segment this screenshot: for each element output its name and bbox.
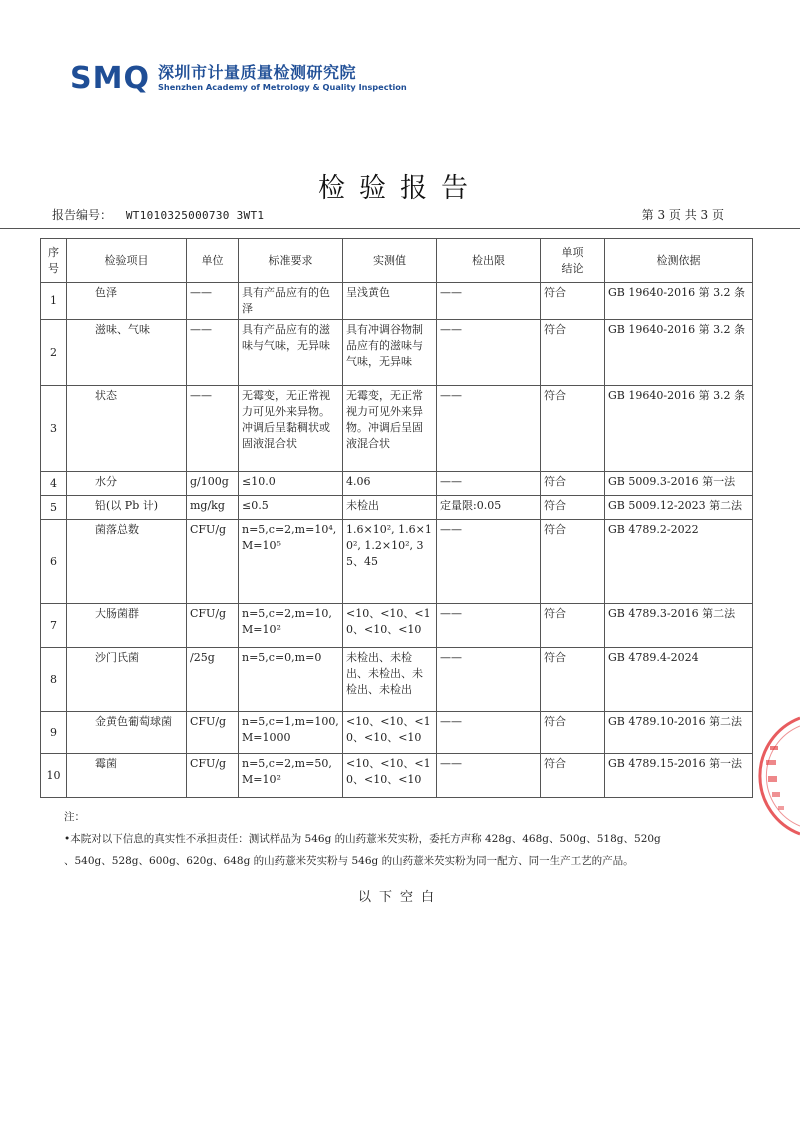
test-item: 霉菌 <box>67 754 187 798</box>
test-item: 状态 <box>67 386 187 472</box>
table-row <box>41 712 753 754</box>
test-method: GB 19640-2016 第 3.2 条 <box>605 283 753 320</box>
unit: CFU/g <box>187 754 239 798</box>
standard-requirement: 无霉变，无正常视力可见外来异物。冲调后呈黏稠状或固液混合状 <box>239 386 343 472</box>
unit: CFU/g <box>187 712 239 754</box>
row-number: 7 <box>41 604 67 648</box>
row-number: 2 <box>41 320 67 386</box>
notes-line-1: •本院对以下信息的真实性不承担责任：测试样品为 546g 的山药薏米芡实粉，委托方声称 428g、468g、500g、518g、520g <box>64 833 661 845</box>
detection-limit: 定量限:0.05 <box>437 496 541 520</box>
table-row <box>41 648 753 712</box>
row-number: 3 <box>41 386 67 472</box>
end-of-report: 以下空白 <box>357 890 442 905</box>
notes-line-2: 、540g、528g、600g、620g、648g 的山药薏米芡实粉与 546g 的山药薏米芡实粉为同一配方、同一生产工艺的产品。 <box>64 855 634 867</box>
standard-requirement: 具有产品应有的色泽 <box>239 283 343 320</box>
standard-requirement: ≤10.0 <box>239 472 343 496</box>
results-table <box>40 238 753 798</box>
standard-requirement: 具有产品应有的滋味与气味，无异味 <box>239 320 343 386</box>
detection-limit: —— <box>437 320 541 386</box>
col-header-lod: 检出限 <box>437 239 541 283</box>
col-header-conclusion: 单项 结论 <box>541 239 605 283</box>
measured-value: 未检出 <box>343 496 437 520</box>
test-item: 大肠菌群 <box>67 604 187 648</box>
measured-value: 具有冲调谷物制品应有的滋味与气味，无异味 <box>343 320 437 386</box>
standard-requirement: n=5,c=2,m=10⁴,M=10⁵ <box>239 520 343 604</box>
unit: CFU/g <box>187 520 239 604</box>
col-header-item: 检验项目 <box>67 239 187 283</box>
org-name-en: Shenzhen Academy of Metrology & Quality Inspection <box>157 82 407 92</box>
table-row <box>41 754 753 798</box>
test-item: 菌落总数 <box>67 520 187 604</box>
detection-limit: —— <box>437 648 541 712</box>
org-name-cn: 深圳市计量质量检测研究院 <box>157 63 356 82</box>
conclusion: 符合 <box>541 648 605 712</box>
conclusion: 符合 <box>541 712 605 754</box>
page-info: 第 3 页 共 3 页 <box>641 208 724 222</box>
table-row <box>41 283 753 320</box>
notes <box>64 806 764 872</box>
measured-value: 4.06 <box>343 472 437 496</box>
unit: g/100g <box>187 472 239 496</box>
conclusion: 符合 <box>541 386 605 472</box>
table-row <box>41 386 753 472</box>
logo-text <box>158 64 407 92</box>
test-method: GB 4789.2-2022 <box>605 520 753 604</box>
measured-value: <10、<10、<10、<10、<10 <box>343 604 437 648</box>
test-method: GB 19640-2016 第 3.2 条 <box>605 320 753 386</box>
col-header-basis: 检测依据 <box>605 239 753 283</box>
row-number: 10 <box>41 754 67 798</box>
table-row <box>41 320 753 386</box>
test-item: 金黄色葡萄球菌 <box>67 712 187 754</box>
test-method: GB 4789.4-2024 <box>605 648 753 712</box>
test-item: 水分 <box>67 472 187 496</box>
test-item: 滋味、气味 <box>67 320 187 386</box>
logo-mark <box>70 61 150 96</box>
row-number: 5 <box>41 496 67 520</box>
standard-requirement: n=5,c=2,m=10,M=10² <box>239 604 343 648</box>
test-item: 沙门氏菌 <box>67 648 187 712</box>
unit: CFU/g <box>187 604 239 648</box>
standard-requirement: n=5,c=1,m=100,M=1000 <box>239 712 343 754</box>
unit: —— <box>187 386 239 472</box>
measured-value: 未检出、未检出、未检出、未检出、未检出 <box>343 648 437 712</box>
conclusion: 符合 <box>541 320 605 386</box>
detection-limit: —— <box>437 472 541 496</box>
col-header-no: 序号 <box>41 239 67 283</box>
detection-limit: —— <box>437 712 541 754</box>
test-item: 色泽 <box>67 283 187 320</box>
unit: —— <box>187 283 239 320</box>
table-row <box>41 520 753 604</box>
conclusion: 符合 <box>541 283 605 320</box>
header-rule <box>0 228 800 229</box>
standard-requirement: n=5,c=0,m=0 <box>239 648 343 712</box>
conclusion: 符合 <box>541 604 605 648</box>
detection-limit: —— <box>437 520 541 604</box>
conclusion: 符合 <box>541 520 605 604</box>
test-method: GB 5009.12-2023 第二法 <box>605 496 753 520</box>
measured-value: <10、<10、<10、<10、<10 <box>343 754 437 798</box>
notes-label: 注： <box>64 811 85 823</box>
row-number: 4 <box>41 472 67 496</box>
detection-limit: —— <box>437 283 541 320</box>
test-method: GB 19640-2016 第 3.2 条 <box>605 386 753 472</box>
test-method: GB 4789.3-2016 第二法 <box>605 604 753 648</box>
org-logo <box>70 58 407 98</box>
detection-limit: —— <box>437 386 541 472</box>
conclusion: 符合 <box>541 496 605 520</box>
standard-requirement: ≤0.5 <box>239 496 343 520</box>
table-header-row <box>41 239 753 283</box>
row-number: 1 <box>41 283 67 320</box>
detection-limit: —— <box>437 754 541 798</box>
test-item: 铅(以 Pb 计) <box>67 496 187 520</box>
conclusion: 符合 <box>541 472 605 496</box>
col-header-measured: 实测值 <box>343 239 437 283</box>
unit: —— <box>187 320 239 386</box>
row-number: 9 <box>41 712 67 754</box>
measured-value: 1.6×10², 1.6×10², 1.2×10², 35、45 <box>343 520 437 604</box>
official-seal-stamp <box>752 716 800 836</box>
table-row <box>41 604 753 648</box>
unit: /25g <box>187 648 239 712</box>
report-number-value: WT1010325000730 3WT1 <box>125 209 265 222</box>
measured-value: 呈浅黄色 <box>343 283 437 320</box>
measured-value: 无霉变，无正常视力可见外来异物。冲调后呈固液混合状 <box>343 386 437 472</box>
report-number <box>52 206 264 223</box>
document-title: 检验报告 <box>318 173 482 204</box>
table-row <box>41 472 753 496</box>
row-number: 8 <box>41 648 67 712</box>
test-method: GB 4789.15-2016 第一法 <box>605 754 753 798</box>
conclusion: 符合 <box>541 754 605 798</box>
measured-value: <10、<10、<10、<10、<10 <box>343 712 437 754</box>
standard-requirement: n=5,c=2,m=50,M=10² <box>239 754 343 798</box>
row-number: 6 <box>41 520 67 604</box>
col-header-requirement: 标准要求 <box>239 239 343 283</box>
table-row <box>41 496 753 520</box>
test-method: GB 4789.10-2016 第二法 <box>605 712 753 754</box>
report-number-label: 报告编号： <box>52 208 113 222</box>
col-header-unit: 单位 <box>187 239 239 283</box>
detection-limit: —— <box>437 604 541 648</box>
test-method: GB 5009.3-2016 第一法 <box>605 472 753 496</box>
logo-smq-text: SMQ <box>70 60 150 96</box>
unit: mg/kg <box>187 496 239 520</box>
